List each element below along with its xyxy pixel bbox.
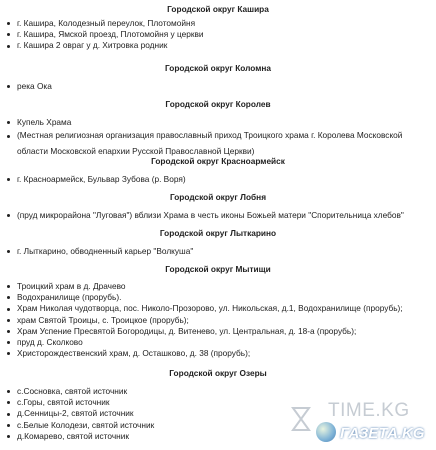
list-item: Храм Успение Пресвятой Богородицы, д. Витенево, ул. Центральная, д. 18-а (прорубь); (0, 326, 436, 337)
list-item: д.Комарево, святой источник (0, 431, 436, 442)
watermark-logo (286, 400, 436, 450)
list-item: (пруд микрорайона "Луговая") вблизи Храма в честь иконы Божьей матери "Спорительница хлебов" (0, 210, 436, 221)
section-kashira (0, 3, 436, 52)
list-item: д.Сенницы-2, святой источник (0, 408, 436, 419)
list-item: храм Святой Троицы, с. Троицкое (прорубь); (0, 315, 436, 326)
list-item: Купель Храма (0, 117, 436, 128)
list-item: с.Горы, святой источник (0, 397, 436, 408)
item-list (0, 246, 436, 257)
list-item: река Ока (0, 81, 436, 92)
item-list (0, 174, 436, 185)
list-item: г. Красноармейск, Бульвар Зубова (р. Воря) (0, 174, 436, 185)
section-lytkarino (0, 227, 436, 257)
section-heading: Городской округ Красноармейск (151, 156, 285, 166)
hourglass-icon (290, 406, 312, 432)
section-heading: Городской округ Коломна (164, 63, 272, 73)
watermark-site: TIME.KG (328, 400, 410, 421)
section-heading: Городской округ Лобня (169, 192, 267, 202)
list-item: г. Кашира 2 овраг у д. Хитровка родник (0, 40, 436, 51)
section-mytishchi (0, 263, 436, 359)
list-item: Храм Николая чудотворца, пос. Николо-Прозорово, ул. Никольская, д.1, Водохранилище (прорубь); (0, 303, 436, 314)
section-heading: Городской округ Озеры (169, 368, 267, 378)
watermark-brand: ГАЗЕТА.KG (340, 425, 425, 442)
item-list (0, 117, 436, 159)
list-item: (Местная религиозная организация православный приход Троицкого храма г. Королева Московской области Московской епархии Русской Православной Церкви) (0, 128, 436, 159)
section-heading: Городской округ Лыткарино (159, 228, 277, 238)
item-list (0, 81, 436, 92)
section-kolomna (0, 62, 436, 92)
section-krasnoarmeysk (0, 155, 436, 185)
list-item: с.Сосновка, святой источник (0, 386, 436, 397)
list-item: Троицкий храм в д. Драчево (0, 281, 436, 292)
list-item: г. Кашира, Колодезный переулок, Плотомойня (0, 18, 436, 29)
item-list (0, 210, 436, 221)
list-item: г. Лыткарино, обводненный карьер "Волкуша" (0, 246, 436, 257)
list-item: Христорождественский храм, д. Осташково, д. 38 (прорубь); (0, 348, 436, 359)
item-list (0, 18, 436, 52)
globe-icon (316, 422, 336, 442)
list-item: пруд д. Сколково (0, 337, 436, 348)
section-heading: Городской округ Кашира (167, 4, 269, 14)
section-heading: Городской округ Мытищи (165, 264, 271, 274)
section-korolev (0, 98, 436, 159)
section-heading: Городской округ Королев (165, 99, 271, 109)
list-item: г. Кашира, Ямской проезд, Плотомойня у церкви (0, 29, 436, 40)
item-list (0, 281, 436, 359)
list-item: Водохранилище (прорубь). (0, 292, 436, 303)
section-lobnya (0, 191, 436, 221)
list-item: с.Белые Колодези, святой источник (0, 420, 436, 431)
